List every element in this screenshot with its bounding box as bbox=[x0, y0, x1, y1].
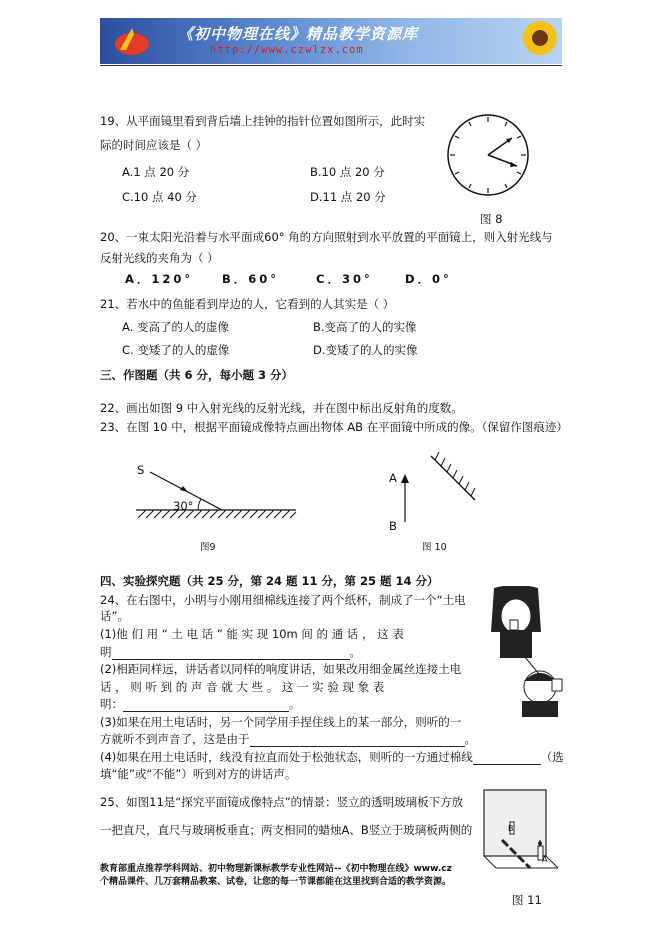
q21-option-a: A. 变高了的人的虚像 bbox=[122, 320, 229, 334]
q24-answer-blank-3[interactable] bbox=[250, 734, 465, 747]
fig10-label-a: A bbox=[389, 471, 397, 485]
section4-title: 四、实验探究题（共 25 分，第 24 题 11 分，第 25 题 14 分） bbox=[100, 574, 439, 588]
sunflower-icon bbox=[500, 18, 562, 64]
fig9-caption: 图9 bbox=[200, 542, 216, 553]
header-banner bbox=[100, 18, 562, 64]
fig10-caption: 图 10 bbox=[422, 542, 447, 553]
q24-line3: (1)他 们 用 “ 土 电 话 ” 能 实 现 10m 间 的 通 话 ， 这 表 bbox=[100, 627, 404, 641]
q25-line1: 25、如图11是“探究平面镜成像特点”的情景：竖立的透明玻璃板下方放 bbox=[100, 795, 464, 809]
clock-figure bbox=[444, 110, 534, 206]
q21-option-b: B.变高了的人的实像 bbox=[313, 320, 417, 334]
q24-line6: 话 ， 则 听 到 的 声 音 就 大 些 。 这 一 实 验 现 象 表 bbox=[100, 680, 385, 694]
q24-line9: 方就听不到声音了，这是由于 。 bbox=[100, 732, 476, 746]
q20-option-c: C．30° bbox=[316, 272, 373, 286]
q19-line2: 际的时间应该是（ ） bbox=[100, 138, 208, 152]
q19-option-c: C.10 点 40 分 bbox=[122, 190, 197, 204]
q25-line2: 一把直尺，直尺与玻璃板垂直；两支相同的蜡烛A、B竖立于玻璃板两侧的 bbox=[100, 823, 473, 837]
q21-line1: 21、若水中的鱼能看到岸边的人，它看到的人其实是（ ） bbox=[100, 297, 395, 311]
q20-line2: 反射光线的夹角为（ ） bbox=[100, 251, 219, 265]
q24-line5: (2)相距同样远，讲话者以同样的响度讲话，如果改用细金属丝连接土电 bbox=[100, 662, 462, 676]
q20-option-a: A．120° bbox=[125, 272, 194, 286]
q19-option-a: A.1 点 20 分 bbox=[122, 165, 190, 179]
q20-line1: 20、一束太阳光沿着与水平面成60° 角的方向照射到水平放置的平面镜上，则入射光线与 bbox=[100, 230, 553, 244]
fig11-caption: 图 11 bbox=[512, 893, 542, 907]
q24-line10: (4)如果在用土电话时，线没有拉直而处于松弛状态，则听的一方通过棉线 （选 bbox=[100, 750, 564, 764]
q20-option-d: D．0° bbox=[405, 272, 452, 286]
q24-line2: 话”。 bbox=[100, 609, 129, 623]
q24-line1: 24、在右图中，小明与小刚用细棉线连接了两个纸杯，制成了一个“土电 bbox=[100, 593, 466, 607]
fig10-label-b: B bbox=[389, 519, 397, 533]
fig8-caption: 图 8 bbox=[480, 212, 503, 226]
header-url: http://www.czwlzx.com bbox=[210, 44, 364, 56]
section3-title: 三、作图题（共 6 分，每小题 3 分） bbox=[100, 368, 294, 382]
q24-answer-blank-4[interactable] bbox=[473, 752, 541, 765]
q23-text: 23、在图 10 中，根据平面镜成像特点画出物体 AB 在平面镜中所成的像。（保留作图痕迹） bbox=[100, 420, 568, 434]
fig11-label-a: A bbox=[542, 855, 548, 864]
q19-line1: 19、从平面镜里看到背后墙上挂钟的指针位置如图所示，此时实 bbox=[100, 114, 426, 128]
fig9-angle-label: 30° bbox=[173, 499, 194, 513]
q24-answer-blank-1[interactable] bbox=[112, 647, 350, 660]
q24-answer-blank-2[interactable] bbox=[123, 699, 289, 712]
q20-option-b: B．60° bbox=[222, 272, 280, 286]
footer-line2: 个精品课件、几万套精品教案、试卷，让您的每一节课都能在这里找到合适的教学资源。 bbox=[100, 877, 452, 887]
q24-line4: 明 。 bbox=[100, 645, 361, 659]
q24-line8: (3)如果在用土电话时，另一个同学用手捏住线上的某一部分，则听的一 bbox=[100, 715, 462, 729]
q24-line7: 明： 。 bbox=[100, 697, 301, 711]
header-rule bbox=[100, 65, 562, 66]
q22-text: 22、画出如图 9 中入射光线的反射光线，并在图中标出反射角的度数。 bbox=[100, 401, 463, 415]
fig9-label-s: S bbox=[137, 463, 145, 477]
q21-option-c: C. 变矮了的人的虚像 bbox=[122, 343, 230, 357]
q19-option-d: D.11 点 20 分 bbox=[310, 190, 386, 204]
q19-option-b: B.10 点 20 分 bbox=[310, 165, 385, 179]
phone-string bbox=[500, 640, 560, 690]
fig11-illustration bbox=[478, 784, 570, 880]
q24-line11: 填“能”或“不能”）听到对方的讲话声。 bbox=[100, 767, 297, 781]
fig10-diagram bbox=[395, 450, 485, 535]
fig9-diagram bbox=[130, 458, 305, 528]
footer-line1: 教育部重点推荐学科网站、初中物理新课标教学专业性网站--《初中物理在线》www.cz bbox=[100, 864, 452, 874]
logo-icon bbox=[112, 24, 152, 58]
header-title: 《初中物理在线》精品教学资源库 bbox=[178, 25, 419, 43]
fig11-label-b: B bbox=[508, 824, 514, 833]
q21-option-d: D.变矮了的人的实像 bbox=[313, 343, 418, 357]
